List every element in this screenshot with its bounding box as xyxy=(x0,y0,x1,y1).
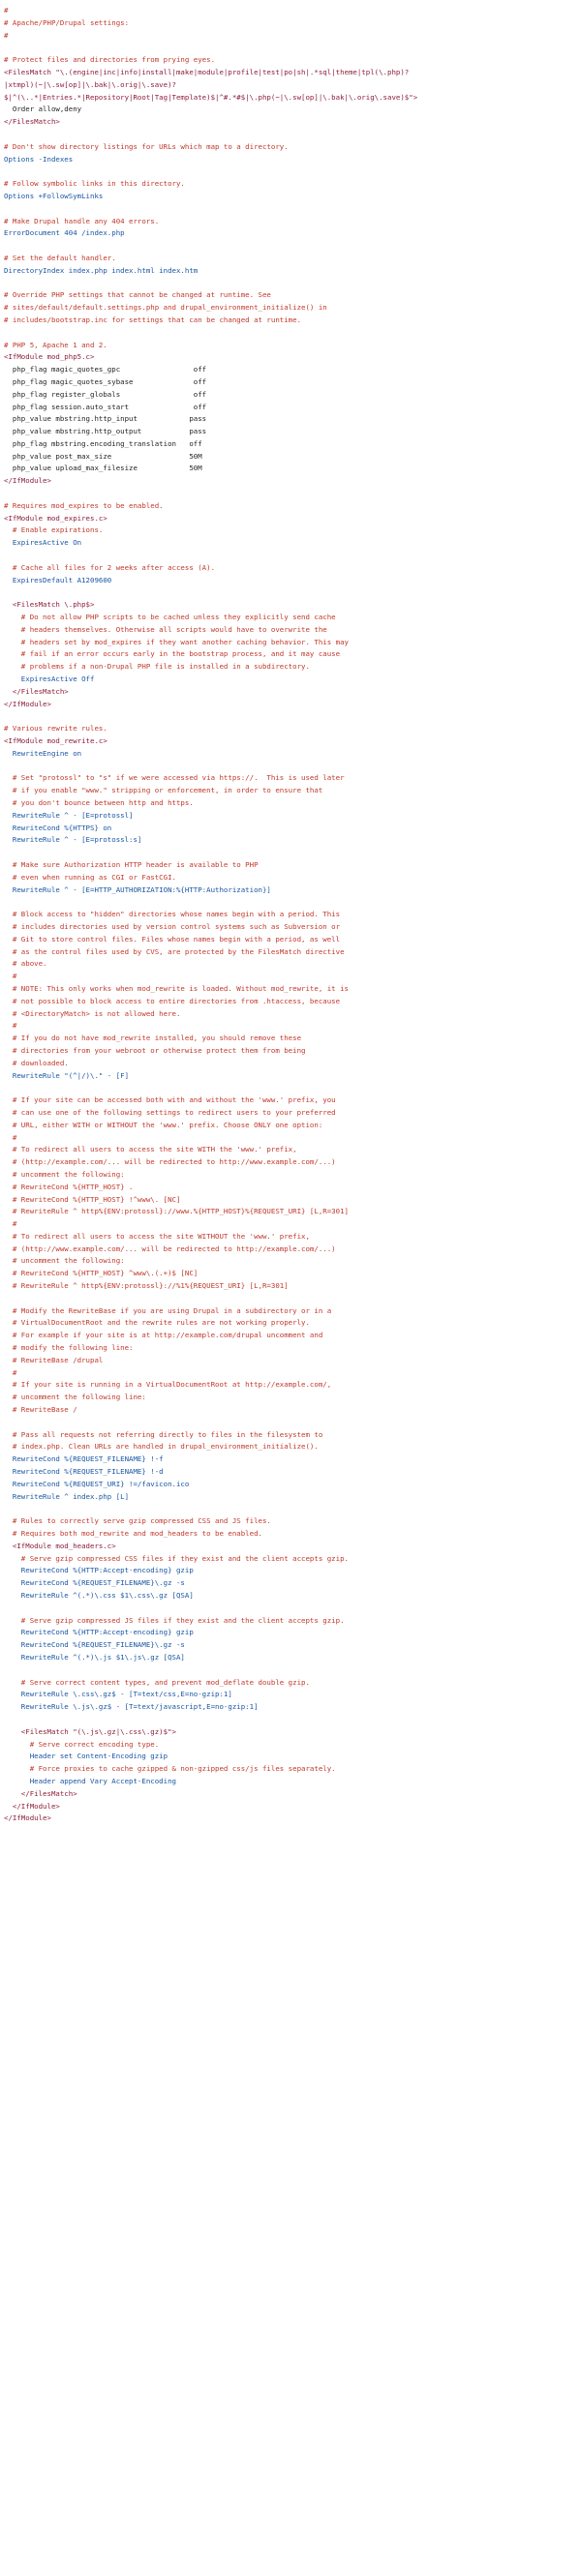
code-line: # uncomment the following line: xyxy=(4,1393,146,1402)
code-line xyxy=(4,129,581,141)
code-line: # RewriteCond %{HTTP_HOST} !^www\. [NC] xyxy=(4,1194,181,1204)
code-line: <FilesMatch \.php$> xyxy=(4,600,95,610)
code-line: # not possible to block access to entire directories from .htaccess, because xyxy=(4,996,341,1005)
code-line: # Follow symbolic links in this directory. xyxy=(4,179,185,189)
code-line: # Make sure Authorization HTTP header is available to PHP xyxy=(4,859,259,869)
code-line: # VirtualDocumentRoot and the rewrite rules are not working properly. xyxy=(4,1318,310,1328)
code-line: Header set Content-Encoding gzip xyxy=(4,1752,168,1761)
code-line: </FilesMatch> xyxy=(4,1788,77,1798)
code-line: php_flag mbstring.encoding_translation off xyxy=(4,438,202,448)
code-line: RewriteCond %{REQUEST_FILENAME}\.gz -s xyxy=(4,1640,185,1650)
code-line xyxy=(4,761,581,773)
code-line: # To redirect all users to access the site WITHOUT the 'www.' prefix, xyxy=(4,1231,310,1241)
code-line: |xtmpl)(~|\.sw[op]|\.bak|\.orig|\.save)? xyxy=(4,79,176,89)
code-line: RewriteRule ^(.*)\.css $1\.css\.gz [QSA] xyxy=(4,1591,194,1600)
code-line: </IfModule> xyxy=(4,1813,51,1823)
code-line: RewriteRule ^ index.php [L] xyxy=(4,1491,130,1501)
code-line: $|^(\..*|Entries.*|Repository|Root|Tag|Template)$|^#.*#$|\.php(~|\.sw[op]|\.bak|\.orig\.save)$"> xyxy=(4,92,418,102)
code-line: # problems if a non-Drupal PHP file is installed in a subdirectory. xyxy=(4,662,310,672)
code-line: # Override PHP settings that cannot be changed at runtime. See xyxy=(4,290,271,300)
code-line: # Cache all files for 2 weeks after access (A). xyxy=(4,562,216,572)
code-line: RewriteCond %{REQUEST_URI} !=/favicon.ico xyxy=(4,1479,190,1488)
code-line xyxy=(4,1664,581,1677)
code-line: php_value mbstring.http_output pass xyxy=(4,427,207,436)
code-line: # Apache/PHP/Drupal settings: xyxy=(4,17,130,27)
code-line: # Modify the RewriteBase if you are using Drupal in a subdirectory or in a xyxy=(4,1305,332,1315)
code-line: # Rules to correctly serve gzip compressed CSS and JS files. xyxy=(4,1516,271,1526)
code-line: # To redirect all users to access the site WITH the 'www.' prefix, xyxy=(4,1145,297,1154)
code-line: </IfModule> xyxy=(4,476,51,486)
code-line: # RewriteBase /drupal xyxy=(4,1355,104,1364)
code-line: # as the control files used by CVS, are protected by the FilesMatch directive xyxy=(4,946,345,956)
code-line: # URL, either WITH or WITHOUT the 'www.' prefix. Choose ONLY one option: xyxy=(4,1120,323,1129)
code-line: # If you do not have mod_rewrite installed, you should remove these xyxy=(4,1033,302,1043)
code-line: RewriteRule ^ - [E=HTTP_AUTHORIZATION:%{HTTP:Authorization}] xyxy=(4,884,271,894)
code-line xyxy=(4,550,581,562)
code-line: php_flag session.auto_start off xyxy=(4,402,207,411)
code-line: # above. xyxy=(4,959,47,969)
code-line xyxy=(4,240,581,253)
code-line: php_flag register_globals off xyxy=(4,389,207,399)
code-line: # includes directories used by version control systems such as Subversion or xyxy=(4,921,341,931)
code-line: php_value post_max_size 50M xyxy=(4,451,202,461)
code-line: # Requires both mod_rewrite and mod_headers to be enabled. xyxy=(4,1529,262,1539)
code-line: # Set "protossl" to "s" if we were accessed via https://. This is used later xyxy=(4,773,345,783)
code-line: RewriteCond %{HTTPS} on xyxy=(4,823,112,832)
code-line xyxy=(4,42,581,54)
code-line: # Don't show directory listings for URLs which map to a directory. xyxy=(4,141,289,151)
code-line xyxy=(4,1293,581,1305)
code-line: RewriteRule \.js\.gz$ - [T=text/javascript,E=no-gzip:1] xyxy=(4,1702,259,1712)
code-line: # sites/default/default.settings.php and drupal_environment_initialize() in xyxy=(4,303,327,313)
code-line xyxy=(4,1714,581,1726)
code-line: # <DirectoryMatch> is not allowed here. xyxy=(4,1008,181,1018)
code-line: RewriteCond %{REQUEST_FILENAME} !-d xyxy=(4,1467,164,1477)
code-line: # includes/bootstrap.inc for settings that can be changed at runtime. xyxy=(4,315,302,324)
code-line: ErrorDocument 404 /index.php xyxy=(4,228,125,238)
code-line: # headers themselves. Otherwise all scripts would have to overwrite the xyxy=(4,624,327,634)
code-line: php_value mbstring.http_input pass xyxy=(4,414,207,424)
code-line: <FilesMatch "\.(engine|inc|info|install|make|module|profile|test|po|sh|.*sql|theme|tpl(\.php)? xyxy=(4,67,410,76)
code-line: RewriteRule ^ - [E=protossl:s] xyxy=(4,835,142,845)
code-line: # Serve correct encoding type. xyxy=(4,1739,160,1749)
code-line: RewriteRule "(^|/)\." - [F] xyxy=(4,1070,130,1080)
code-line: Options +FollowSymLinks xyxy=(4,191,104,200)
code-line: </FilesMatch> xyxy=(4,117,60,127)
code-line: # uncomment the following: xyxy=(4,1256,125,1266)
code-line: # Make Drupal handle any 404 errors. xyxy=(4,216,160,225)
code-line: </IfModule> xyxy=(4,699,51,708)
code-line: # uncomment the following: xyxy=(4,1169,125,1179)
code-line: RewriteCond %{REQUEST_FILENAME} !-f xyxy=(4,1454,164,1464)
code-line: # Set the default handler. xyxy=(4,253,116,262)
code-line: php_flag magic_quotes_gpc off xyxy=(4,365,207,374)
code-line: # Various rewrite rules. xyxy=(4,724,107,734)
code-line: # even when running as CGI or FastCGI. xyxy=(4,872,176,882)
code-line xyxy=(4,1603,581,1615)
code-line: RewriteRule ^(.*)\.js $1\.js\.gz [QSA] xyxy=(4,1652,185,1662)
code-line: # you don't bounce between http and https. xyxy=(4,798,194,807)
code-line: ExpiresActive On xyxy=(4,538,82,548)
code-line: # Pass all requests not referring directly to files in the filesystem to xyxy=(4,1429,323,1439)
code-line: DirectoryIndex index.php index.html index.htm xyxy=(4,265,199,275)
code-line: # downloaded. xyxy=(4,1058,69,1067)
code-line: # If your site can be accessed both with and without the 'www.' prefix, you xyxy=(4,1095,336,1105)
code-line: <IfModule mod_rewrite.c> xyxy=(4,736,107,746)
code-line xyxy=(4,586,581,599)
code-line: # xyxy=(4,30,9,40)
code-line: # xyxy=(4,1367,17,1377)
code-line: RewriteRule ^ - [E=protossl] xyxy=(4,810,134,820)
code-line: # fail if an error occurs early in the bootstrap process, and it may cause xyxy=(4,649,341,659)
code-line: # Git to store control files. Files whose names begin with a period, as well xyxy=(4,934,341,944)
code-line: # RewriteBase / xyxy=(4,1405,77,1415)
code-line: Header append Vary Accept-Encoding xyxy=(4,1776,176,1785)
code-line: # RewriteRule ^ http%{ENV:protossl}://www.%{HTTP_HOST}%{REQUEST_URI} [L,R=301] xyxy=(4,1207,349,1216)
code-line xyxy=(4,488,581,500)
code-line xyxy=(4,1503,581,1515)
code-line: # (http://example.com/... will be redirected to http://www.example.com/...) xyxy=(4,1157,336,1167)
code-line: # Serve gzip compressed JS files if they exist and the client accepts gzip. xyxy=(4,1615,345,1625)
code-line xyxy=(4,847,581,859)
code-line: <IfModule mod_expires.c> xyxy=(4,513,107,523)
code-line: # RewriteCond %{HTTP_HOST} ^www\.(.+)$ [NC] xyxy=(4,1269,199,1278)
code-line: php_flag magic_quotes_sybase off xyxy=(4,376,207,386)
code-line: # RewriteRule ^ http%{ENV:protossl}://%1%{REQUEST_URI} [L,R=301] xyxy=(4,1281,289,1291)
code-line: # Enable expirations. xyxy=(4,525,104,535)
code-line: # if you enable "www." stripping or enforcement, in order to ensure that xyxy=(4,786,323,795)
code-line: # Serve correct content types, and prevent mod_deflate double gzip. xyxy=(4,1677,310,1687)
code-line: <IfModule mod_headers.c> xyxy=(4,1541,116,1550)
code-line: # Protect files and directories from prying eyes. xyxy=(4,55,216,65)
code-line: # xyxy=(4,1021,17,1031)
code-line xyxy=(4,165,581,178)
code-line: RewriteRule \.css\.gz$ - [T=text/css,E=no-gzip:1] xyxy=(4,1690,232,1699)
code-line: # NOTE: This only works when mod_rewrite is loaded. Without mod_rewrite, it is xyxy=(4,983,349,993)
code-line: # Serve gzip compressed CSS files if they exist and the client accepts gzip. xyxy=(4,1553,349,1563)
code-line xyxy=(4,327,581,340)
code-line: # Requires mod_expires to be enabled. xyxy=(4,500,164,510)
code-line: # xyxy=(4,1219,17,1229)
code-line: <FilesMatch "(\.js\.gz|\.css\.gz)$"> xyxy=(4,1726,176,1736)
code-line: # headers set by mod_expires if they want another caching behavior. This may xyxy=(4,637,349,646)
code-line: # modify the following line: xyxy=(4,1343,134,1353)
code-line xyxy=(4,1082,581,1094)
code-line: ExpiresActive Off xyxy=(4,674,95,684)
code-line: ExpiresDefault A1209600 xyxy=(4,575,112,584)
code-line: # xyxy=(4,1132,17,1142)
code-line: # If your site is running in a VirtualDocumentRoot at http://example.com/, xyxy=(4,1380,332,1390)
code-line: php_value upload_max_filesize 50M xyxy=(4,464,202,473)
code-line: # Force proxies to cache gzipped & non-gzipped css/js files separately. xyxy=(4,1764,336,1774)
code-line: # directories from your webroot or otherwise protect them from being xyxy=(4,1045,306,1055)
code-line xyxy=(4,1417,581,1429)
code-line: # Block access to "hidden" directories whose names begin with a period. This xyxy=(4,910,341,919)
code-line: # (http://www.example.com/... will be redirected to http://example.com/...) xyxy=(4,1243,336,1253)
code-line: Options -Indexes xyxy=(4,154,74,164)
code-line: RewriteCond %{HTTP:Accept-encoding} gzip xyxy=(4,1566,194,1575)
code-line xyxy=(4,710,581,723)
code-line: # Do not allow PHP scripts to be cached unless they explicitly send cache xyxy=(4,613,336,622)
code-line: <IfModule mod_php5.c> xyxy=(4,352,95,362)
code-line: RewriteEngine on xyxy=(4,748,82,758)
code-line: # PHP 5, Apache 1 and 2. xyxy=(4,340,107,349)
code-line: # can use one of the following settings to redirect users to your preferred xyxy=(4,1107,336,1117)
code-line: </FilesMatch> xyxy=(4,686,69,696)
code-line: RewriteCond %{HTTP:Accept-encoding} gzip xyxy=(4,1628,194,1637)
code-line xyxy=(4,203,581,216)
code-line xyxy=(4,278,581,290)
code-line: # RewriteCond %{HTTP_HOST} . xyxy=(4,1182,134,1191)
code-line: # xyxy=(4,6,9,15)
code-line: </IfModule> xyxy=(4,1801,60,1811)
code-line: # For example if your site is at http://example.com/drupal uncomment and xyxy=(4,1331,323,1340)
code-line xyxy=(4,896,581,909)
code-line: # index.php. Clean URLs are handled in drupal_environment_initialize(). xyxy=(4,1442,319,1452)
code-line: RewriteCond %{REQUEST_FILENAME}\.gz -s xyxy=(4,1578,185,1588)
code-line: # xyxy=(4,972,17,981)
code-line: Order allow,deny xyxy=(4,105,82,114)
